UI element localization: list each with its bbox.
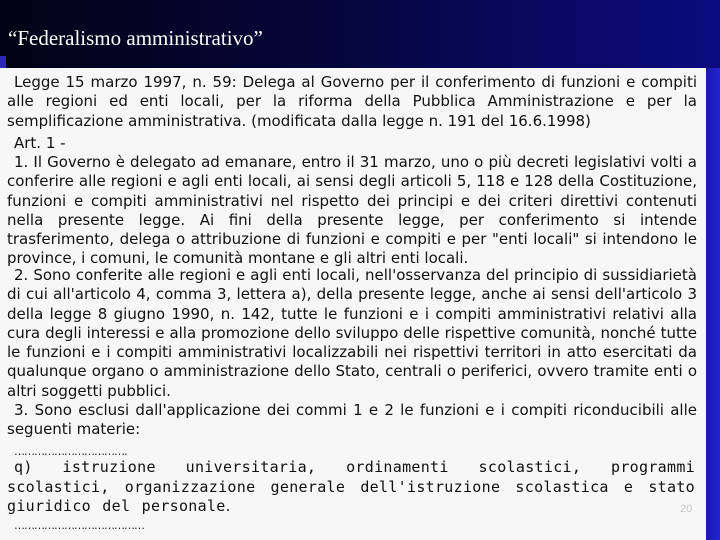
law-intro-paragraph — [7, 73, 697, 131]
item-q-text: q) istruzione universitaria, ordinamenti scolastici, programmi scolastici, organizzazione generale dell'istruzione scolastica e stato giuridico del — [7, 458, 695, 515]
page-number: 20 — [680, 503, 693, 515]
comma-2-paragraph: 2. Sono conferite alle regioni e agli enti locali, nell'osservanza del principio di sussidiarietà di cui all'articolo 4, comma 3, lettera a), della presente legge, anche ai sensi dell'articolo 3 della legge 8 giugno 1990, n. 142, tutte le funzioni e i compiti amministrativi relativi alla cura degli interessi e alla promozione dello sviluppo delle rispettive comunità, nonché tutte le funzioni e i compiti amministrativi localizzabili nei rispettivi territori in atto esercitati da qualunque organo o amministrazione dello Stato, centrali o periferici, ovvero tramite enti o altri soggetti pubblici. — [7, 266, 697, 400]
header-corner-mark — [0, 56, 6, 68]
item-q-period: . — [225, 497, 231, 515]
omitted-text-ellipsis: ……………………………. — [14, 445, 127, 458]
item-q-paragraph — [7, 458, 695, 517]
comma-1-paragraph: 1. Il Governo è delegato ad emanare, entro il 31 marzo, uno o più decreti legislativi volti a conferire alle regioni e agli enti locali, ai sensi degli articoli 5, 118 e 128 della Costituzione, funzioni e compiti amministrativi nel rispetto dei principi e dei criteri direttivi contenuti nella presente legge. Ai fini della presente legge, per conferimento si intende trasferimento, delega o attribuzione di funzioni e compiti e per "enti locali" si intendono le province, i comuni, le comunità montane e gli altri enti locali. — [7, 153, 697, 268]
law-description: : Delega al Governo per il conferimento di funzioni e compiti alle regioni ed enti locali, per la riforma della Pubblica Amministrazione e per la semplificazione amministrativa. (modificata dalla legge n. 191 del 16.6.1998) — [7, 73, 697, 130]
slide-title: “Federalismo amministrativo” — [8, 26, 263, 50]
trailing-ellipsis: ………………………………… — [14, 519, 144, 532]
comma-3-paragraph: 3. Sono esclusi dall'applicazione dei commi 1 e 2 le funzioni e i compiti riconducibili alle seguenti materie: — [7, 401, 697, 439]
slide-header — [0, 0, 720, 68]
item-q-text-end: personale — [141, 497, 226, 515]
right-decorative-stripe — [706, 68, 720, 540]
content-panel — [0, 68, 706, 540]
article-heading: Art. 1 - — [14, 134, 66, 152]
law-reference: Legge 15 marzo 1997, n. 59 — [14, 73, 232, 91]
